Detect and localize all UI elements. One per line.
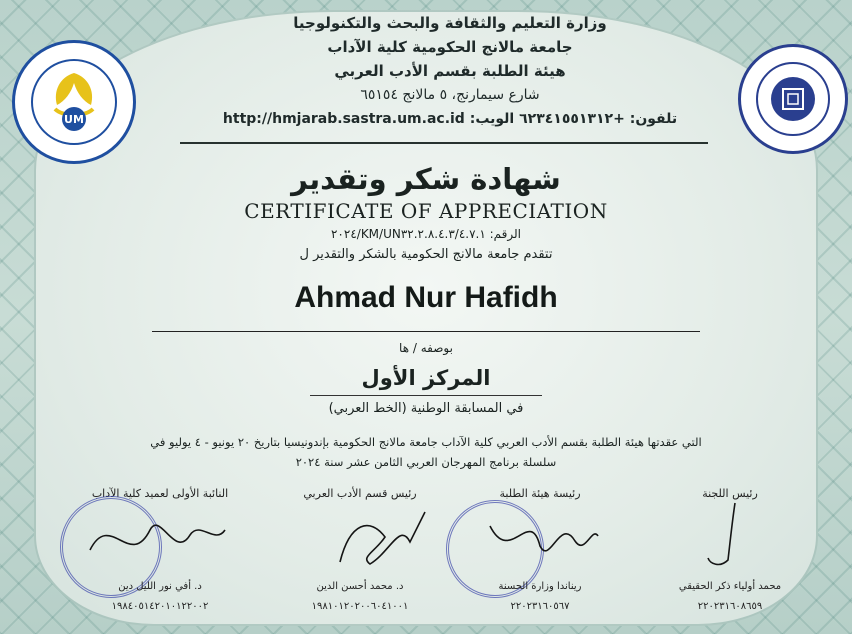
signatory-1-id: ١٩٨٤٠٥١٤٢٠١٠١٢٢٠٠٢: [111, 601, 209, 612]
university-logo-left: [12, 40, 136, 164]
association-name: هيئة الطلبة بقسم الأدب العربي: [334, 62, 566, 80]
contact-line: تلفون: +٦٢٣٤١٥٥١٣١٢ الويب: http://hmjarab.sastra.um.ac.id: [222, 111, 678, 127]
signatory-1-title: النائبة الأولى لعميد كلية الآداب: [91, 487, 229, 500]
intro-text: تتقدم جامعة مالانج الحكومية بالشكر والتقدير ل: [299, 247, 553, 262]
recipient-underline: [152, 331, 700, 332]
signatory-3-title: رئيسة هيئة الطلبة: [499, 487, 581, 500]
header-divider: [180, 142, 708, 144]
signatory-2-title: رئيس قسم الأدب العربي: [303, 487, 417, 500]
signature-3: [480, 496, 600, 576]
signatory-4-id: ٢٢٠٢٣١٦٠٨٦٥٩: [697, 601, 763, 612]
signature-2: [330, 502, 450, 582]
signatory-3-name: ريناندا وزارة الحسنة: [498, 581, 582, 592]
rank-underline: [310, 395, 542, 396]
department-logo-right: [738, 44, 848, 154]
left-logo-mark: UM: [64, 113, 84, 126]
signature-4: [690, 498, 780, 578]
arabic-dept-emblem-icon: [741, 47, 845, 151]
address: شارع سيمارنج، ٥ مالانج ٦٥١٥٤: [360, 87, 540, 103]
ministry-name: وزارة التعليم والثقافة والبحث والتكنولوجيا: [293, 14, 607, 32]
signatory-2-name: د. محمد أحسن الدين: [316, 581, 404, 592]
competition-text: في المسابقة الوطنية (الخط العربي): [328, 401, 524, 416]
signatory-2-id: ١٩٨١٠١٢٠٢٠٠٦٠٤١٠٠١: [311, 601, 409, 612]
um-emblem-icon: [15, 43, 133, 161]
signatory-1-name: د. أفي نور الليل دين: [118, 581, 202, 592]
certificate-number: الرقم: ٤.٧.١/UN٣٢.٢.٨.٤.٣/KM/٢٠٢٤: [330, 227, 522, 241]
signature-1: [80, 500, 230, 580]
rank-text: المركز الأول: [361, 366, 491, 390]
signatory-4-name: محمد أولياء ذكر الحقيقي: [678, 581, 782, 592]
signatory-3-id: ٢٢٠٢٣١٦٠٥٦٧: [510, 601, 570, 612]
signatory-4-title: رئيس اللجنة: [702, 487, 758, 500]
certificate-title-arabic: شهادة شكر وتقدير: [291, 162, 561, 196]
as-label: بوصفه / ها: [399, 341, 453, 355]
description-line-1: التي عقدتها هيئة الطلبة بقسم الأدب العربي كلية الآداب جامعة مالانج الحكومية بإندونيسيا بتاريخ ٢٠ يونيو - ٤ يوليو في: [150, 435, 702, 449]
recipient-name: Ahmad Nur Hafidh: [294, 281, 558, 314]
university-name: جامعة مالانج الحكومية كلية الآداب: [327, 38, 573, 56]
certificate-title-english: CERTIFICATE OF APPRECIATION: [244, 199, 608, 223]
description-line-2: سلسلة برنامج المهرجان العربي الثامن عشر سنة ٢٠٢٤: [295, 455, 557, 469]
